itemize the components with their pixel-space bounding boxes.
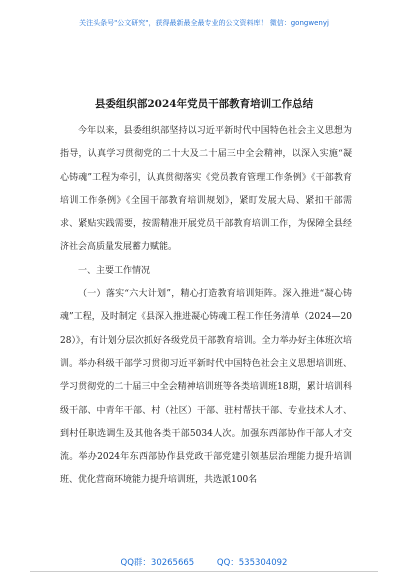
subsection-paragraph: （一）落实“六大计划”，精心打造教育培训矩阵。深入推进“凝心铸魂”工程，及时制定《县深入推进凝心铸魂工程工作任务清单（2024—2028）》，有计划分层次抓好各级党员干部教育培训。全力举办好主体班次培训。举办科级干部学习贯彻习近平新时代中国特色社会主义思想培训班、学习贯彻党的二十届三中全会精神培训班等各类培训班18期，累计培训科级干部、中青年干部、村（社区）干部、驻村帮扶干部、专业技术人才、到村任职选调生及其他各类干部5034人次。加强东西部协作干部人才交流。举办2024年东西部协作县党政干部党建引领基层治理能力提升培训班、优化营商环境能力提升培训班，共选派100名 <box>60 289 352 486</box>
qq-group-text: QQ群：30265665 <box>120 558 195 568</box>
section-heading: 一、主要工作情况 <box>78 265 151 276</box>
footer-contact <box>0 556 408 568</box>
qq-number-text: QQ：535304092 <box>216 558 288 568</box>
document-title: 县委组织部2024年党员干部教育培训工作总结 <box>94 98 314 110</box>
intro-paragraph: 今年以来，县委组织部坚持以习近平新时代中国特色社会主义思想为指导，认真学习贯彻党的二十大及二十届三中全会精神，以深入实施“凝心铸魂”工程为牵引，认真贯彻落实《党员教育管理工作条例》《干部教育培训工作条例》《全国干部教育培训规划》，紧盯发展大局、紧扣干部需求、紧贴实践需要，按需精准开展党员干部教育培训工作，为保障全县经济社会高质量发展蓄力赋能。 <box>60 126 352 253</box>
document-body <box>60 120 352 493</box>
footer-divider <box>30 571 378 572</box>
promo-banner <box>0 0 408 46</box>
promo-banner-text: 关注头条号"公文研究"，获得最新最全最专业的公文资料库！ 微信：gongwenyj <box>79 19 329 27</box>
